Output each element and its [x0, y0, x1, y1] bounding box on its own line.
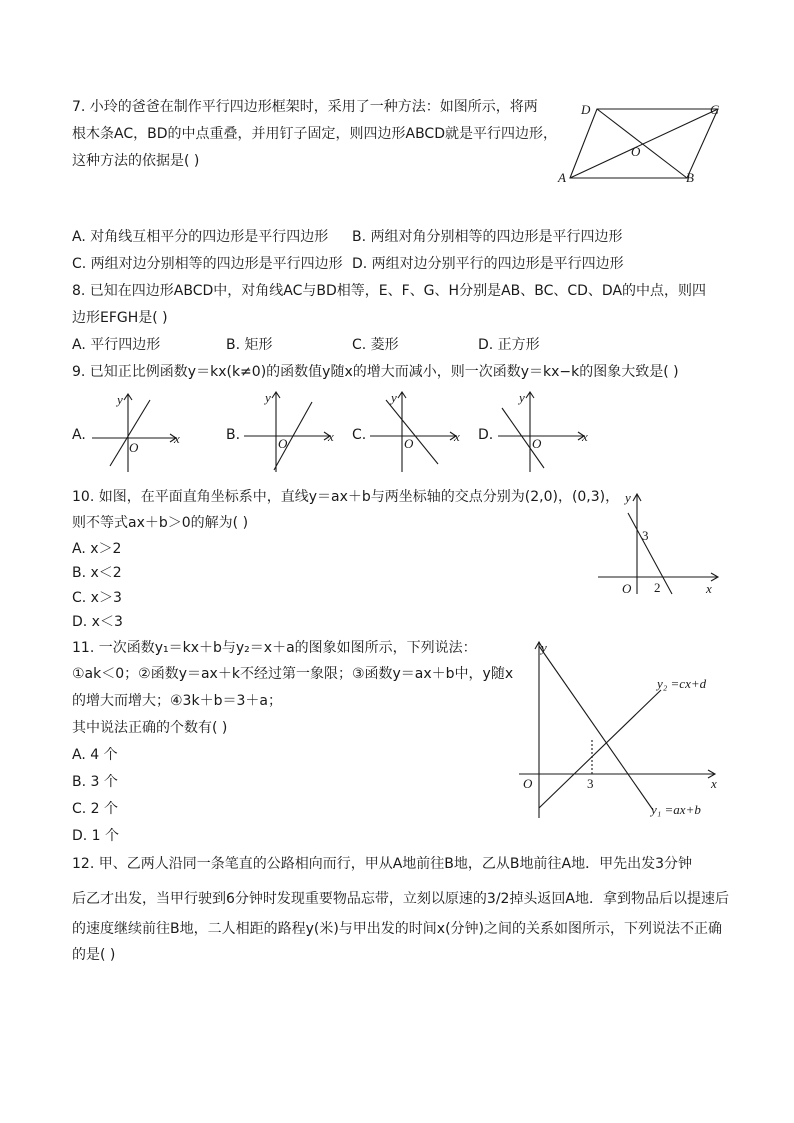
q9-option-c-letter[interactable]: C.: [352, 427, 367, 443]
q12-line-4: 的是( ): [72, 947, 116, 963]
q12-line-3: 的速度继续前往B地，二人相距的路程y(米)与甲出发的时间x(分钟)之间的关系如图所示，下列说法不正确: [72, 921, 723, 937]
q11-line-1: 11. 一次函数y₁＝kx＋b与y₂＝x＋a的图象如图所示，下列说法：: [72, 640, 477, 656]
q7-parallelogram-figure: [552, 96, 732, 188]
q11-option-b[interactable]: B. 3 个: [72, 774, 118, 790]
q7-option-d[interactable]: D. 两组对边分别平行的四边形是平行四边形: [352, 256, 624, 272]
q9-graph-a[interactable]: [88, 388, 188, 474]
q11-line-4: 其中说法正确的个数有( ): [72, 720, 228, 736]
q11-label-3: 3: [587, 776, 594, 791]
q8-option-a[interactable]: A. 平行四边形: [72, 337, 161, 353]
q7-option-c[interactable]: C. 两组对边分别相等的四边形是平行四边形: [72, 256, 343, 272]
q9d-y: y: [519, 390, 525, 405]
q9c-y: y: [391, 390, 397, 405]
q12-line-2: 后乙才出发，当甲行驶到6分钟时发现重要物品忘带，立刻以原速的3/2掉头返回A地．拿到物品后以提速后: [72, 891, 730, 907]
q9-option-a-letter[interactable]: A.: [72, 427, 86, 443]
q9b-x: x: [328, 429, 334, 444]
q11-label-x: x: [711, 776, 717, 791]
q8-line-1: 8. 已知在四边形ABCD中，对角线AC与BD相等，E、F、G、H分别是AB、BC、CD、DA的中点，则四: [72, 283, 707, 299]
q10-label-2: 2: [654, 580, 661, 595]
q11-label-y: y: [541, 640, 547, 655]
q11-label-o: O: [523, 776, 533, 791]
q7-label-d: D: [581, 102, 591, 117]
q9-option-b-letter[interactable]: B.: [226, 427, 241, 443]
q9a-x: x: [174, 431, 180, 446]
q9c-o: O: [404, 436, 414, 451]
q7-line-2: 根木条AC，BD的中点重叠，并用钉子固定，则四边形ABCD就是平行四边形，: [72, 126, 557, 142]
q7-option-a[interactable]: A. 对角线互相平分的四边形是平行四边形: [72, 229, 329, 245]
q9-option-d-letter[interactable]: D.: [478, 427, 494, 443]
q10-label-o: O: [622, 581, 632, 596]
q12-line-1: 12. 甲、乙两人沿同一条笔直的公路相向而行，甲从A地前往B地，乙从B地前往A地．甲先出发3分钟: [72, 856, 692, 872]
q9a-o: O: [129, 440, 139, 455]
q9a-y: y: [117, 392, 123, 407]
q11-label-y2: y₂ =cx+d: [657, 676, 707, 691]
q7-line-3: 这种方法的依据是( ): [72, 153, 200, 169]
q7-label-a: A: [558, 170, 566, 185]
q7-label-o: O: [631, 144, 641, 159]
q10-option-a[interactable]: A. x＞2: [72, 541, 122, 557]
q9-graph-c[interactable]: [366, 388, 466, 474]
q8-option-b[interactable]: B. 矩形: [226, 337, 273, 353]
q8-option-d[interactable]: D. 正方形: [478, 337, 540, 353]
q11-line-3: 的增大而增大；④3k＋b＝3＋a；: [72, 693, 282, 709]
q7-option-b[interactable]: B. 两组对角分别相等的四边形是平行四边形: [352, 229, 623, 245]
q11-option-c[interactable]: C. 2 个: [72, 801, 119, 817]
q9-graph-b[interactable]: [240, 388, 340, 474]
q11-graph: [515, 636, 727, 824]
q10-label-y: y: [625, 490, 631, 505]
q11-label-y1: y₁ =ax+b: [651, 802, 701, 817]
q7-line-1: 7. 小玲的爸爸在制作平行四边形框架时，采用了一种方法：如图所示，将两: [72, 99, 538, 115]
q10-label-x: x: [706, 581, 712, 596]
q9c-x: x: [454, 429, 460, 444]
q9b-y: y: [265, 390, 271, 405]
q11-line-2: ①ak＜0；②函数y＝ax＋k不经过第一象限；③函数y＝ax＋b中，y随x: [72, 666, 514, 682]
q10-option-d[interactable]: D. x＜3: [72, 614, 123, 630]
q9b-o: O: [278, 436, 288, 451]
q10-option-c[interactable]: C. x＞3: [72, 590, 122, 606]
q10-line-2: 则不等式ax＋b＞0的解为( ): [72, 515, 249, 531]
q7-label-b: B: [686, 170, 694, 185]
q10-label-3: 3: [642, 528, 649, 543]
q10-line-1: 10. 如图，在平面直角坐标系中，直线y＝ax＋b与两坐标轴的交点分别为(2,0)，(0,3)，: [72, 489, 620, 505]
q8-option-c[interactable]: C. 菱形: [352, 337, 399, 353]
q9d-o: O: [532, 436, 542, 451]
q11-option-d[interactable]: D. 1 个: [72, 828, 120, 844]
q9-graph-d[interactable]: [494, 388, 594, 474]
q9-line: 9. 已知正比例函数y＝kx(k≠0)的函数值y随x的增大而减小，则一次函数y＝kx−k的图象大致是( ): [72, 364, 679, 380]
q11-option-a[interactable]: A. 4 个: [72, 747, 118, 763]
q10-option-b[interactable]: B. x＜2: [72, 565, 122, 581]
q7-label-c: C: [710, 102, 719, 117]
q9d-x: x: [582, 429, 588, 444]
q10-graph: [590, 486, 730, 598]
q8-line-2: 边形EFGH是( ): [72, 310, 168, 326]
